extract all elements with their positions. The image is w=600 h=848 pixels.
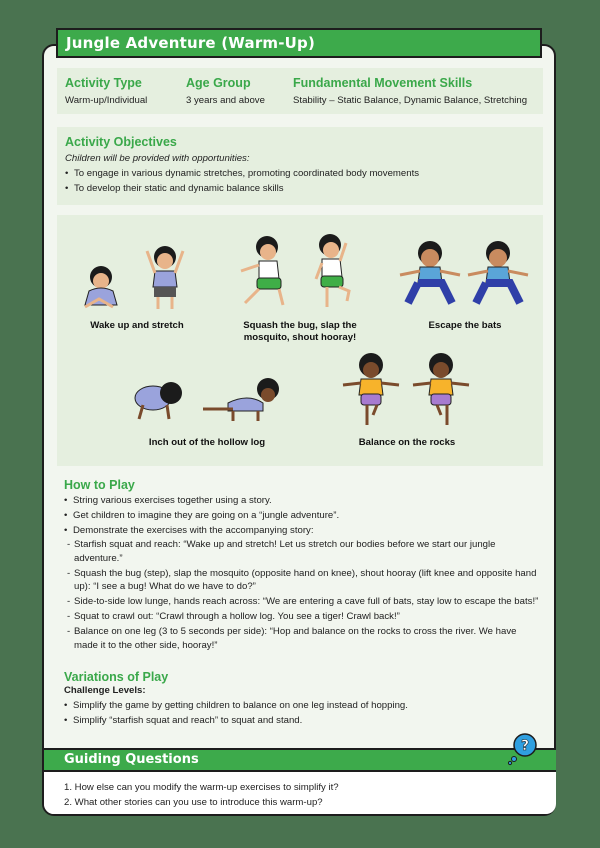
how-to-play-item: • Demonstrate the exercises with the accompanying story: bbox=[64, 523, 540, 538]
activity-type-value: Warm-up/Individual bbox=[65, 95, 148, 106]
movement-skills-label: Fundamental Movement Skills bbox=[293, 76, 473, 90]
story-step: - Starfish squat and reach: “Wake up and stretch! Let us stretch our bodies before we start our jungle adventure.” bbox=[67, 538, 540, 565]
page-title: Jungle Adventure (Warm-Up) bbox=[56, 28, 542, 58]
child-squat-and-stretch-illustration bbox=[75, 235, 195, 313]
caption-line: Squash the bug, slap the bbox=[243, 320, 357, 331]
guiding-questions-body bbox=[44, 772, 556, 814]
illustration-caption: Wake up and stretch bbox=[90, 320, 184, 331]
variation-item: • Simplify “starfish squat and reach” to squat and stand. bbox=[64, 713, 540, 728]
illustration-caption bbox=[227, 320, 373, 344]
story-steps-list bbox=[64, 538, 540, 652]
story-step: - Side-to-side low lunge, hands reach across: “We are entering a cave full of bats, stay low to escape the bats!” bbox=[67, 595, 540, 609]
age-group bbox=[186, 76, 265, 108]
child-lunge-and-knee-lift-illustration bbox=[235, 233, 365, 313]
objective-item: • To engage in various dynamic stretches, promoting coordinated body movements bbox=[65, 166, 535, 181]
illustration-caption: Escape the bats bbox=[428, 320, 502, 331]
how-to-play-item: • Get children to imagine they are going on a “jungle adventure”. bbox=[64, 508, 540, 523]
illustrations-panel bbox=[57, 215, 543, 466]
guiding-question: 1. How else can you modify the warm-up exercises to simplify it? bbox=[64, 782, 339, 793]
how-to-play-heading: How to Play bbox=[64, 478, 135, 492]
story-step: - Squash the bug (step), slap the mosquito (opposite hand on knee), shout hooray (lift knee and opposite hand up): “I see a bug! What do we have to do?” bbox=[67, 567, 540, 594]
variations-list bbox=[64, 698, 540, 728]
activity-type bbox=[65, 76, 147, 108]
activity-type-label: Activity Type bbox=[65, 76, 142, 90]
child-crawl-illustration bbox=[123, 373, 293, 423]
illustration-caption: Balance on the rocks bbox=[358, 437, 456, 448]
story-step: - Squat to crawl out: “Crawl through a hollow log. You see a tiger! Crawl back!” bbox=[67, 610, 540, 624]
question-thought-bubble-icon bbox=[505, 732, 539, 766]
objective-item: • To develop their static and dynamic balance skills bbox=[65, 181, 535, 196]
variations-section bbox=[64, 670, 540, 728]
svg-text:?: ? bbox=[520, 738, 530, 754]
how-to-play-item: • String various exercises together using a story. bbox=[64, 493, 540, 508]
meta-panel bbox=[57, 68, 543, 114]
challenge-levels-label: Challenge Levels: bbox=[64, 685, 146, 696]
variation-item: • Simplify the game by getting children to balance on one leg instead of hopping. bbox=[64, 698, 540, 713]
caption-line: mosquito, shout hooray! bbox=[243, 332, 357, 343]
objectives-panel bbox=[57, 127, 543, 205]
objectives-intro: Children will be provided with opportunities: bbox=[65, 153, 250, 164]
girl-one-leg-balance-illustration bbox=[337, 351, 477, 431]
guiding-question: 2. What other stories can you use to introduce this warm-up? bbox=[64, 797, 323, 808]
movement-skills-value: Stability – Static Balance, Dynamic Balance, Stretching bbox=[293, 95, 528, 106]
variations-heading: Variations of Play bbox=[64, 670, 169, 684]
how-to-play-list bbox=[64, 493, 540, 538]
guiding-questions-list bbox=[64, 780, 339, 810]
how-to-play-section bbox=[64, 478, 540, 654]
story-step: - Balance on one leg (3 to 5 seconds per side): “Hop and balance on the rocks to cross the river. We have made it to the other side, hooray!” bbox=[67, 625, 540, 652]
age-group-value: 3 years and above bbox=[186, 95, 265, 106]
age-group-label: Age Group bbox=[186, 76, 251, 90]
objectives-list bbox=[65, 166, 535, 196]
child-side-lunge-illustration bbox=[395, 235, 535, 311]
guiding-questions-heading: Guiding Questions bbox=[44, 748, 556, 772]
movement-skills bbox=[293, 76, 527, 108]
objectives-heading: Activity Objectives bbox=[65, 135, 177, 149]
illustration-caption: Inch out of the hollow log bbox=[148, 437, 266, 448]
